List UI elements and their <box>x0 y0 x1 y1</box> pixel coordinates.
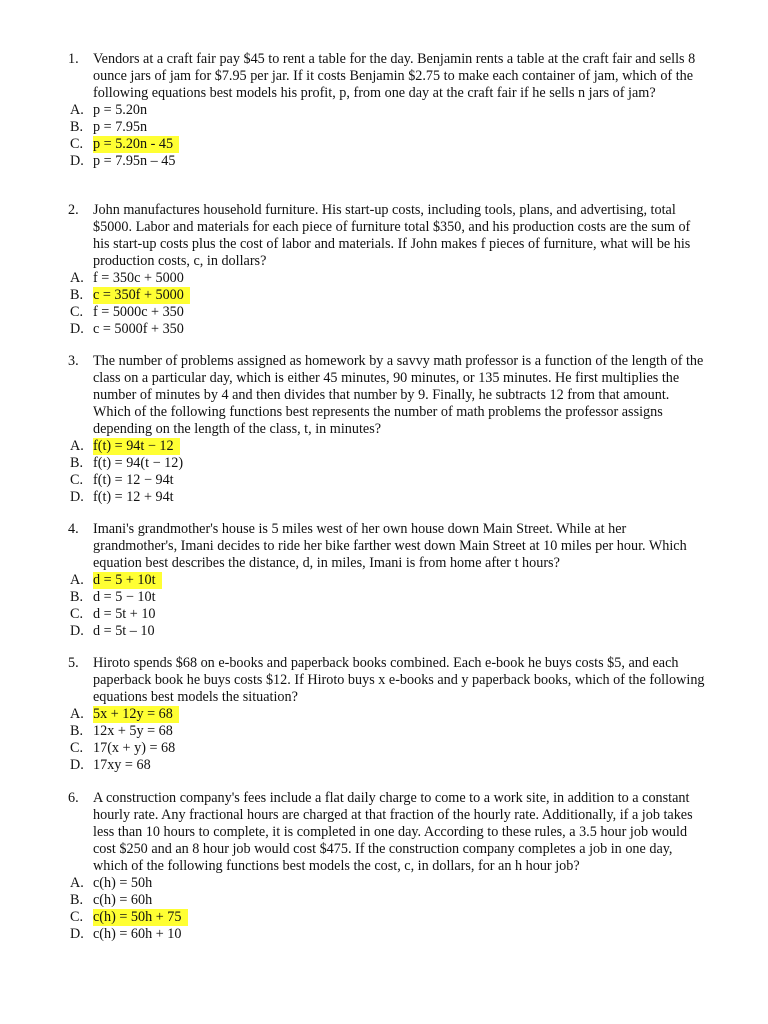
question-stem: The number of problems assigned as homework by a savvy math professor is a function of the length of the class on a particular day, which is either 45 minutes, 90 minutes, or 135 minutes. He first multiplies the number of minutes by 4 and then divides that number by 9. Finally, he subtracts 12 from that amount. Which of the following functions best represents the number of math problems the professor assigns depending on the length of the class, t, in minutes? <box>93 353 704 437</box>
option-text: d = 5 − 10t <box>93 589 156 605</box>
option-letter: D. <box>70 321 84 337</box>
option-a <box>68 438 710 455</box>
option-b <box>68 455 710 472</box>
option-letter: D. <box>70 757 84 773</box>
option-letter: C. <box>70 304 84 320</box>
option-text-highlighted: 5x + 12y = 68 <box>93 706 179 723</box>
option-letter: B. <box>70 723 84 739</box>
option-b <box>68 892 710 909</box>
option-letter: C. <box>70 740 84 756</box>
option-letter: D. <box>70 623 84 639</box>
option-letter: A. <box>70 102 84 118</box>
option-c <box>68 909 710 926</box>
answer-options <box>68 438 710 506</box>
option-letter: A. <box>70 572 84 588</box>
answer-options <box>68 102 710 170</box>
question-stem: Imani's grandmother's house is 5 miles west of her own house down Main Street. While at her grandmother's, Imani decides to ride her bike farther west down Main Street at 10 miles per hour. Which equation best describes the distance, d, in miles, Imani is from home after t hours? <box>93 521 687 571</box>
option-letter: D. <box>70 153 84 169</box>
question-number: 5. <box>68 655 79 671</box>
answer-options <box>68 572 710 640</box>
option-letter: C. <box>70 472 84 488</box>
option-a <box>68 572 710 589</box>
question-1 <box>68 51 710 170</box>
option-text-highlighted: p = 5.20n - 45 <box>93 136 179 153</box>
option-letter: D. <box>70 489 84 505</box>
question-number: 3. <box>68 353 79 369</box>
question-2 <box>68 202 710 338</box>
option-b <box>68 287 710 304</box>
option-d <box>68 489 710 506</box>
question-6 <box>68 790 710 943</box>
question-3 <box>68 353 710 506</box>
question-stem: John manufactures household furniture. His start-up costs, including tools, plans, and advertising, total $5000. Labor and materials for each piece of furniture total $350, and his production costs are the sum of his start-up costs plus the cost of labor and materials. If John makes f pieces of furniture, what will be his production costs, c, in dollars? <box>93 202 691 269</box>
question-number: 4. <box>68 521 79 537</box>
option-letter: A. <box>70 706 84 722</box>
option-letter: B. <box>70 589 84 605</box>
option-letter: B. <box>70 287 84 303</box>
option-a <box>68 706 710 723</box>
question-4 <box>68 521 710 640</box>
option-text: c(h) = 50h <box>93 875 153 891</box>
option-text: d = 5t – 10 <box>93 623 155 639</box>
option-text: f = 350c + 5000 <box>93 270 184 286</box>
option-letter: C. <box>70 909 84 925</box>
option-a <box>68 102 710 119</box>
answer-options <box>68 875 710 943</box>
answer-options <box>68 270 710 338</box>
option-text: p = 7.95n <box>93 119 148 135</box>
option-d <box>68 926 710 943</box>
option-text-highlighted: f(t) = 94t − 12 <box>93 438 180 455</box>
option-d <box>68 321 710 338</box>
question-5 <box>68 655 710 774</box>
option-letter: D. <box>70 926 84 942</box>
option-a <box>68 270 710 287</box>
option-text: c = 5000f + 350 <box>93 321 184 337</box>
option-c <box>68 740 710 757</box>
option-text-highlighted: c = 350f + 5000 <box>93 287 190 304</box>
question-number: 1. <box>68 51 79 67</box>
option-letter: B. <box>70 455 84 471</box>
question-number: 6. <box>68 790 79 806</box>
answer-options <box>68 706 710 774</box>
option-letter: A. <box>70 875 84 891</box>
question-stem: A construction company's fees include a flat daily charge to come to a work site, in addition to a constant hourly rate. Any fractional hours are charged at that fraction of the hourly rate. Additionally, if a job takes less than 10 hours to complete, it is completed in one day. According to these rules, a 3.5 hour job would cost $250 and an 8 hour job would cost $475. If the construction company completes a job in one day, which of the following functions best models the cost, c, in dollars, for an h hour job? <box>93 790 693 874</box>
option-a <box>68 875 710 892</box>
option-letter: B. <box>70 892 84 908</box>
option-text: 17xy = 68 <box>93 757 151 773</box>
option-d <box>68 757 710 774</box>
option-d <box>68 623 710 640</box>
option-c <box>68 136 710 153</box>
option-text: 17(x + y) = 68 <box>93 740 176 756</box>
option-text: d = 5t + 10 <box>93 606 156 622</box>
option-text: c(h) = 60h + 10 <box>93 926 182 942</box>
option-letter: A. <box>70 270 84 286</box>
option-text: f(t) = 94(t − 12) <box>93 455 184 471</box>
option-b <box>68 723 710 740</box>
option-text: f = 5000c + 350 <box>93 304 184 320</box>
option-letter: B. <box>70 119 84 135</box>
option-c <box>68 472 710 489</box>
option-b <box>68 119 710 136</box>
option-text: c(h) = 60h <box>93 892 153 908</box>
option-c <box>68 304 710 321</box>
option-letter: A. <box>70 438 84 454</box>
option-c <box>68 606 710 623</box>
option-letter: C. <box>70 136 84 152</box>
option-b <box>68 589 710 606</box>
option-text-highlighted: d = 5 + 10t <box>93 572 162 589</box>
option-text: p = 5.20n <box>93 102 148 118</box>
option-text: 12x + 5y = 68 <box>93 723 173 739</box>
option-text: f(t) = 12 − 94t <box>93 472 174 488</box>
option-text: p = 7.95n – 45 <box>93 153 176 169</box>
option-d <box>68 153 710 170</box>
question-stem: Hiroto spends $68 on e-books and paperback books combined. Each e-book he buys costs $5, and each paperback book he buys costs $12. If Hiroto buys x e-books and y paperback books, which of the following equations best models the situation? <box>93 655 705 705</box>
question-stem: Vendors at a craft fair pay $45 to rent a table for the day. Benjamin rents a table at the craft fair and sells 8 ounce jars of jam for $7.95 per jar. If it costs Benjamin $2.75 to make each container of jam, which of the following equations best models his profit, p, from one day at the craft fair if he sells n jars of jam? <box>93 51 696 101</box>
option-letter: C. <box>70 606 84 622</box>
question-number: 2. <box>68 202 79 218</box>
option-text-highlighted: c(h) = 50h + 75 <box>93 909 188 926</box>
option-text: f(t) = 12 + 94t <box>93 489 174 505</box>
